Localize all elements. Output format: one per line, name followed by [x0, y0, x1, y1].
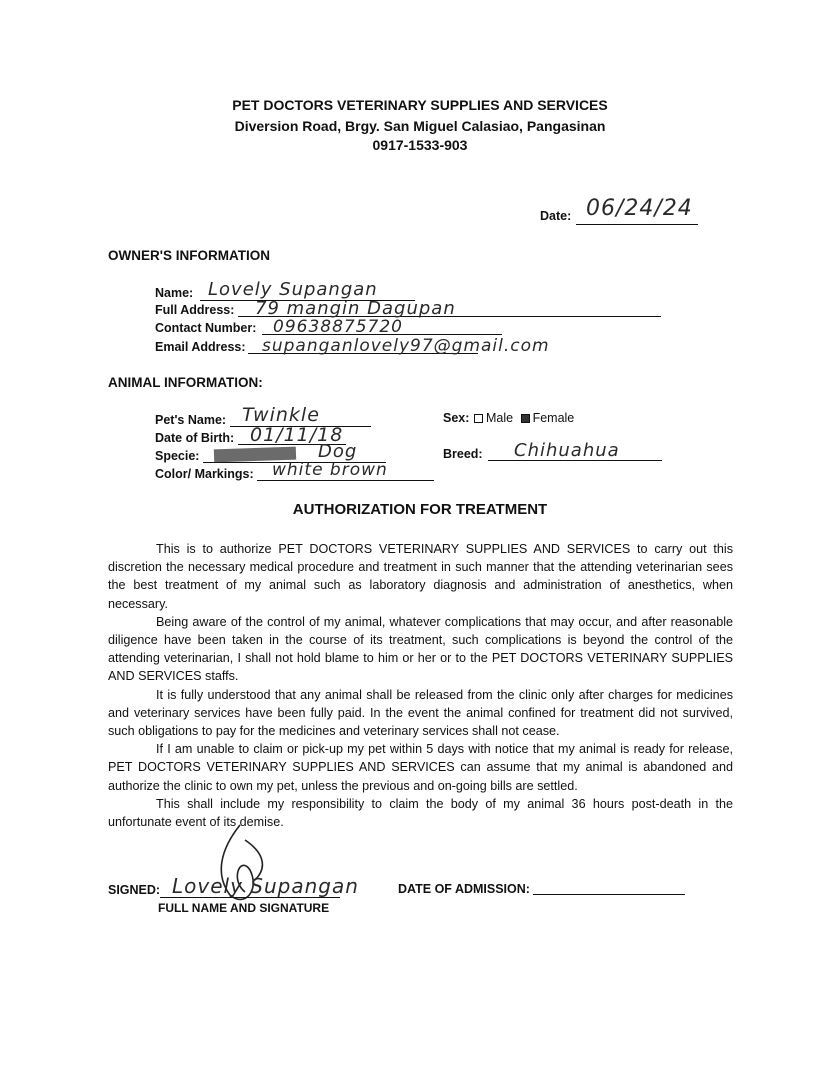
authorization-paragraph: It is fully understood that any animal shall be released from the clinic only after charges for medicines and veterinary services have been fully paid. In the event the animal confined for treatment did not survived, such obligations to pay for the medicines and veterinary services shall not cease. — [108, 687, 733, 739]
clinic-name: PET DOCTORS VETERINARY SUPPLIES AND SERVICES — [232, 97, 608, 113]
dob-value[interactable]: 01/11/18 — [250, 424, 344, 446]
color-line — [257, 480, 434, 481]
date-value[interactable]: 06/24/24 — [586, 196, 693, 221]
clinic-address: Diversion Road, Brgy. San Miguel Calasiao, Pangasinan — [234, 118, 606, 134]
owner-name-label: Name: — [155, 286, 194, 300]
animal-section-title: ANIMAL INFORMATION: — [108, 375, 263, 390]
date-label: Date: — [540, 209, 572, 223]
clinic-phone: 0917-1533-903 — [372, 137, 468, 153]
pet-name-label: Pet's Name: — [155, 413, 227, 427]
owner-section-title: OWNER'S INFORMATION — [108, 248, 270, 263]
breed-label: Breed: — [443, 447, 483, 461]
owner-email-value[interactable]: supanganlovely97@gmail.com — [262, 336, 550, 356]
owner-name-value[interactable]: Lovely Supangan — [208, 279, 378, 300]
owner-address-label: Full Address: — [155, 303, 235, 317]
owner-email-label: Email Address: — [155, 340, 246, 354]
authorization-paragraph: Being aware of the control of my animal, whatever complications that may occur, and after reasonable diligence have been taken in the course of its treatment, such complications is beyond the control of the attending veterinarian, I shall not hold blame to him or her or to the PET DOCTORS VETERINARY SUPPLIES AND SERVICES staffs. — [108, 614, 733, 684]
sex-female-label: Female — [532, 411, 575, 425]
dob-label: Date of Birth: — [155, 431, 235, 445]
sex-male-label: Male — [486, 411, 514, 425]
owner-contact-label: Contact Number: — [155, 321, 257, 335]
breed-value[interactable]: Chihuahua — [514, 440, 620, 461]
owner-contact-value[interactable]: 09638875720 — [273, 317, 403, 337]
sex-options — [474, 411, 574, 425]
color-value[interactable]: white brown — [272, 460, 388, 480]
admission-label: DATE OF ADMISSION: — [398, 882, 530, 896]
color-label: Color/ Markings: — [155, 467, 254, 481]
specie-value[interactable]: Dog — [318, 441, 358, 462]
admission-line — [533, 894, 685, 895]
full-name-label: FULL NAME AND SIGNATURE — [158, 901, 330, 915]
signed-label: SIGNED: — [108, 883, 161, 897]
owner-address-value[interactable]: 79 mangin Dagupan — [255, 298, 456, 319]
pet-name-value[interactable]: Twinkle — [242, 404, 320, 426]
signed-value[interactable]: Lovely Supangan — [172, 874, 359, 898]
sex-male-checkbox[interactable] — [474, 414, 483, 423]
authorization-paragraph: This shall include my responsibility to claim the body of my animal 36 hours post-death in the unfortunate event of its demise. — [108, 796, 733, 830]
sex-female-checkbox[interactable] — [521, 414, 530, 423]
authorization-paragraph: This is to authorize PET DOCTORS VETERINARY SUPPLIES AND SERVICES to carry out this discretion the necessary medical procedure and treatment in such manner that the attending veterinarian sees the best treatment of my animal such as laboratory diagnosis and administration of anesthetics, when necessary. — [108, 542, 733, 611]
authorization-body — [108, 540, 733, 831]
authorization-paragraph: If I am unable to claim or pick-up my pet within 5 days with notice that my animal is ready for release, PET DOCTORS VETERINARY SUPPLIES AND SERVICES can assume that my animal is abandoned and authorize the clinic to own my pet, unless the previous and on-going bills are settled. — [108, 742, 733, 793]
specie-label: Specie: — [155, 449, 200, 463]
sex-label: Sex: — [443, 411, 470, 425]
date-line — [576, 224, 698, 225]
authorization-title: AUTHORIZATION FOR TREATMENT — [292, 501, 548, 518]
